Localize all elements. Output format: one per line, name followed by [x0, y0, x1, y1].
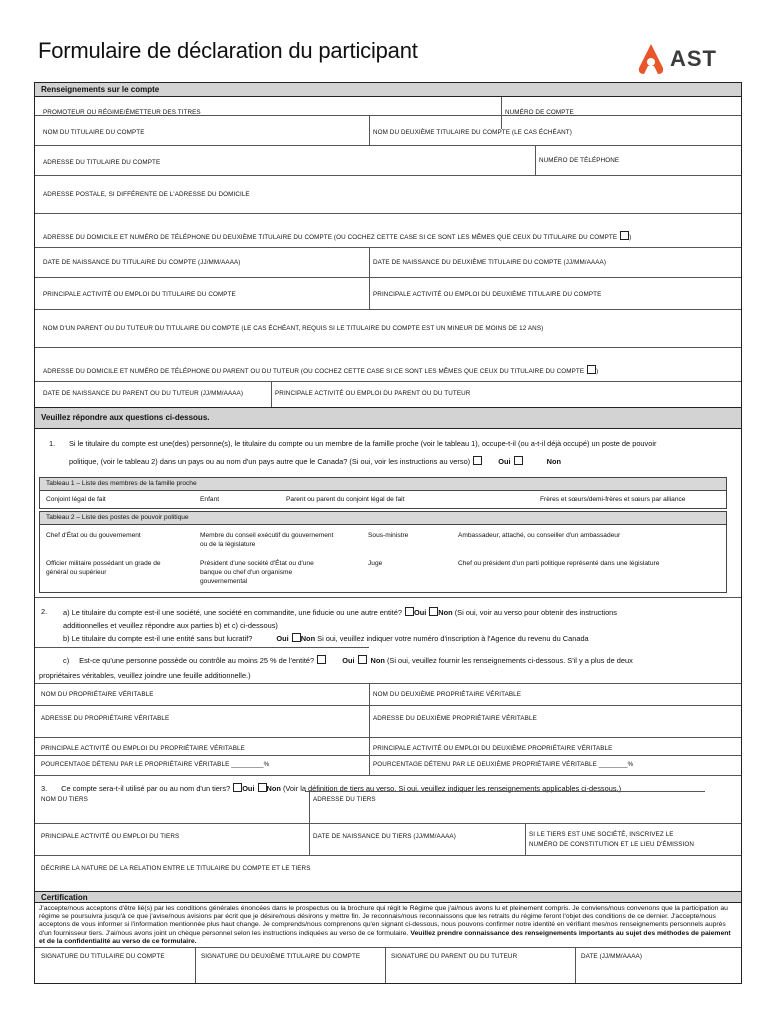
q2a-text: a) Le titulaire du compte est-il une société, une société en commandite, une fiducie ou une autre entité? Oui Non (Si oui, voir au verso pour obtenir des instructions	[63, 608, 617, 617]
table2-cell: ou de la législature	[200, 541, 256, 548]
table1-cell: Frères et sœurs/demi-frères et sœurs par alliance	[540, 496, 686, 503]
second-holder-occupation-field[interactable]: PRINCIPALE ACTIVITÉ OU EMPLOI DU DEUXIÈME TITULAIRE DU COMPTE	[373, 291, 602, 298]
signature-guardian[interactable]: SIGNATURE DU PARENT OU DU TUTEUR	[391, 953, 518, 960]
page-title: Formulaire de déclaration du participant	[38, 38, 418, 63]
second-owner-occupation-field[interactable]: PRINCIPALE ACTIVITÉ OU EMPLOI DU DEUXIÈME PROPRIÉTAIRE VÉRITABLE	[373, 745, 613, 752]
second-holder-dob-field[interactable]: DATE DE NAISSANCE DU DEUXIÈME TITULAIRE DU COMPTE (JJ/MM/AAAA)	[373, 259, 607, 266]
table2-cell: Juge	[368, 560, 383, 567]
q3-oui-checkbox[interactable]	[233, 783, 242, 792]
table2-cell: banque ou chef d'un organisme	[200, 569, 293, 576]
table1-cell: Parent ou parent du conjoint légal de fait	[286, 496, 405, 503]
account-number-field[interactable]: NUMÉRO DE COMPTE	[505, 109, 574, 116]
table2-cell: général ou supérieur	[46, 569, 107, 576]
postal-address-field[interactable]: ADRESSE POSTALE, SI DIFFÉRENTE DE L'ADRESSE DU DOMICILE	[43, 191, 250, 198]
holder-name-field[interactable]: NOM DU TITULAIRE DU COMPTE	[43, 129, 145, 136]
participant-form	[34, 82, 742, 984]
relation-field[interactable]: DÉCRIRE LA NATURE DE LA RELATION ENTRE LE TITULAIRE DU COMPTE ET LE TIERS	[41, 865, 311, 872]
third-address-field[interactable]: ADRESSE DU TIERS	[313, 796, 376, 803]
guardian-same-address-checkbox[interactable]	[587, 365, 596, 374]
table1-cell: Conjoint légal de fait	[46, 496, 106, 503]
q2b-oui-checkbox[interactable]	[292, 633, 301, 642]
q2a-text-2: additionnelles et veuillez répondre aux parties b) et c) ci-dessous)	[63, 621, 278, 630]
q2c-text: c) Est-ce qu'une personne possède ou contrôle au moins 25 % de l'entité? Oui Non (Si oui, veuillez fournir les renseignements ci-dessous. S'il y a plus de deux	[63, 656, 633, 665]
table-political	[39, 511, 727, 593]
phone-field[interactable]: NUMÉRO DE TÉLÉPHONE	[539, 157, 620, 164]
guardian-occupation-field[interactable]: PRINCIPALE ACTIVITÉ OU EMPLOI DU PARENT OU DU TUTEUR	[275, 390, 471, 397]
second-holder-address-field[interactable]: ADRESSE DU DOMICILE ET NUMÉRO DE TÉLÉPHONE DU DEUXIÈME TITULAIRE DU COMPTE (OU COCHEZ CETTE CASE SI CE SONT LES MÊMES QUE CEUX DU TITULAIRE DU COMPTE )	[43, 231, 631, 241]
signature-date[interactable]: DATE (JJ/MM/AAAA)	[581, 953, 643, 960]
guardian-dob-field[interactable]: DATE DE NAISSANCE DU PARENT OU DU TUTEUR (JJ/MM/AAAA)	[43, 390, 244, 397]
guardian-name-field[interactable]: NOM D'UN PARENT OU DU TUTEUR DU TITULAIRE DU COMPTE (LE CAS ÉCHÉANT, REQUIS SI LE TITULAIRE DU COMPTE EST UN MINEUR DE MOINS DE 12 ANS)	[43, 325, 544, 332]
table2-cell: Sous-ministre	[368, 532, 409, 539]
q1-text-1: Si le titulaire du compte est une(des) personne(s), le titulaire du compte ou un membre de la famille proche (voir le tableau 1), occupe-t-il (ou a-t-il déjà occupé) un poste de pouvoir	[69, 439, 657, 448]
holder-address-field[interactable]: ADRESSE DU TITULAIRE DU COMPTE	[43, 159, 161, 166]
ast-logo	[636, 42, 736, 78]
third-dob-field[interactable]: DATE DE NAISSANCE DU TIERS (JJ/MM/AAAA)	[313, 833, 456, 840]
q1-oui-checkbox[interactable]	[473, 456, 482, 465]
q3-text: 3. Ce compte sera-t-il utilisé par ou au nom d'un tiers? Oui Non (Voir la définition de tiers au verso. Si oui, veuillez indiquer les renseignements applicables ci-dessous.)	[41, 784, 622, 793]
q2c-oui-checkbox[interactable]	[317, 655, 326, 664]
q2c-non-checkbox[interactable]	[358, 655, 367, 664]
q1-number: 1.	[49, 439, 56, 448]
table2-cell: Officier militaire possédant un grade de	[46, 560, 161, 567]
third-name-field[interactable]: NOM DU TIERS	[41, 796, 88, 803]
certification-bold: Veuillez prendre connaissance des renseignements importants au sujet des méthodes de paiement et de la confidentialité au verso de ce formulaire.	[39, 929, 731, 945]
holder-occupation-field[interactable]: PRINCIPALE ACTIVITÉ OU EMPLOI DU TITULAIRE DU COMPTE	[43, 291, 236, 298]
table2-cell: Président d'une société d'État ou d'une	[200, 560, 314, 567]
table2-cell: Chef ou président d'un parti politique représenté dans une législature	[458, 560, 660, 567]
second-holder-name-field[interactable]: NOM DU DEUXIÈME TITULAIRE DU COMPTE (LE CAS ÉCHÉANT)	[373, 129, 572, 136]
q2a-oui-checkbox[interactable]	[405, 607, 414, 616]
ast-flame-icon	[636, 42, 666, 78]
q2a-non-checkbox[interactable]	[429, 607, 438, 616]
section-header-questions: Veuillez répondre aux questions ci-dessous.	[35, 407, 741, 429]
section-header-account: Renseignements sur le compte	[35, 83, 741, 97]
q2-number: 2.	[41, 607, 48, 616]
q2b-text: b) Le titulaire du compte est-il une entité sans but lucratif? Oui Non Si oui, veuillez indiquer votre numéro d'inscription à l'Agence du revenu du Canada	[63, 634, 589, 643]
table2-title: Tableau 2 – Liste des postes de pouvoir politique	[46, 514, 189, 521]
third-corp-field-2: NUMÉRO DE CONSTITUTION ET LE LIEU D'ÉMISSION	[529, 841, 695, 848]
table2-cell: gouvernemental	[200, 578, 248, 585]
signature-holder[interactable]: SIGNATURE DU TITULAIRE DU COMPTE	[41, 953, 165, 960]
promoter-field[interactable]: PROMOTEUR OU RÉGIME/ÉMETTEUR DES TITRES	[43, 109, 201, 116]
owner-percent-field[interactable]: POURCENTAGE DÉTENU PAR LE PROPRIÉTAIRE VÉRITABLE _________%	[41, 761, 270, 768]
section-header-certification: Certification	[35, 891, 741, 903]
table1-title: Tableau 1 – Liste des membres de la famille proche	[46, 480, 197, 487]
q3-non-checkbox[interactable]	[258, 783, 267, 792]
owner-occupation-field[interactable]: PRINCIPALE ACTIVITÉ OU EMPLOI DU PROPRIÉTAIRE VÉRITABLE	[41, 745, 245, 752]
certification-text: J'accepte/nous acceptons d'être lié(s) par les conditions générales énoncées dans le prospectus ou la brochure qui régit le Régime que j'ai/nous avons lu et pleinement compris. Je conviens/nous convenons que la participation au régime se poursuivra jusqu'à ce que j'avise/nous avisions par écrit que je désire/nous désirons y mettre fin. Je reconnais/nous reconnaissons que les retraits du régime feront l'objet des conditions de ce dernier. J'accepte/nous acceptons de vous informer si l'information mentionnée plus haut change. Je comprends/nous comprenons qu'en signant ci-dessous, nous pouvons confirmer notre identité en vérifiant mes/nos renseignements personnels auprès d'un fournisseur tiers. J'ai/nous avons joint un chèque personnel selon les instructions indiquées au verso de ce formulaire. Veuillez prendre connaissance des renseignements importants au sujet des méthodes de paiement et de la confidentialité au verso de ce formulaire.	[39, 905, 731, 945]
second-owner-address-field[interactable]: ADRESSE DU DEUXIÈME PROPRIÉTAIRE VÉRITABLE	[373, 715, 537, 722]
owner-name-field[interactable]: NOM DU PROPRIÉTAIRE VÉRITABLE	[41, 691, 154, 698]
table2-cell: Ambassadeur, attaché, ou conseiller d'un ambassadeur	[458, 532, 621, 539]
q1-non-checkbox[interactable]	[514, 456, 523, 465]
table2-cell: Chef d'État ou du gouvernement	[46, 532, 141, 539]
q1-text-2: politique, (voir le tableau 2) dans un pays ou au nom d'un pays autre que le Canada? (Si oui, voir les instructions au verso) Oui Non	[69, 457, 561, 466]
table1-cell: Enfant	[200, 496, 220, 503]
second-owner-percent-field[interactable]: POURCENTAGE DÉTENU PAR LE DEUXIÈME PROPRIÉTAIRE VÉRITABLE ________%	[373, 761, 634, 768]
second-owner-name-field[interactable]: NOM DU DEUXIÈME PROPRIÉTAIRE VÉRITABLE	[373, 691, 522, 698]
third-occupation-field[interactable]: PRINCIPALE ACTIVITÉ OU EMPLOI DU TIERS	[41, 833, 180, 840]
table2-cell: Membre du conseil exécutif du gouvernement	[200, 532, 334, 539]
q2c-text-2: propriétaires véritables, veuillez joindre une feuille additionnelle.)	[39, 671, 251, 680]
same-address-checkbox[interactable]	[620, 231, 629, 240]
holder-dob-field[interactable]: DATE DE NAISSANCE DU TITULAIRE DU COMPTE (JJ/MM/AAAA)	[43, 259, 241, 266]
table-family	[39, 477, 727, 509]
guardian-address-field[interactable]: ADRESSE DU DOMICILE ET NUMÉRO DE TÉLÉPHONE DU PARENT OU DU TUTEUR (OU COCHEZ CETTE CASE SI CE SONT LES MÊMES QUE CEUX DU TITULAIRE DU COMPTE )	[43, 365, 598, 375]
logo-text: AST	[670, 46, 717, 71]
signature-second-holder[interactable]: SIGNATURE DU DEUXIÈME TITULAIRE DU COMPTE	[201, 953, 361, 960]
owner-address-field[interactable]: ADRESSE DU PROPRIÉTAIRE VÉRITABLE	[41, 715, 170, 722]
third-corp-field[interactable]: SI LE TIERS EST UNE SOCIÉTÉ, INSCRIVEZ LE	[529, 831, 674, 838]
